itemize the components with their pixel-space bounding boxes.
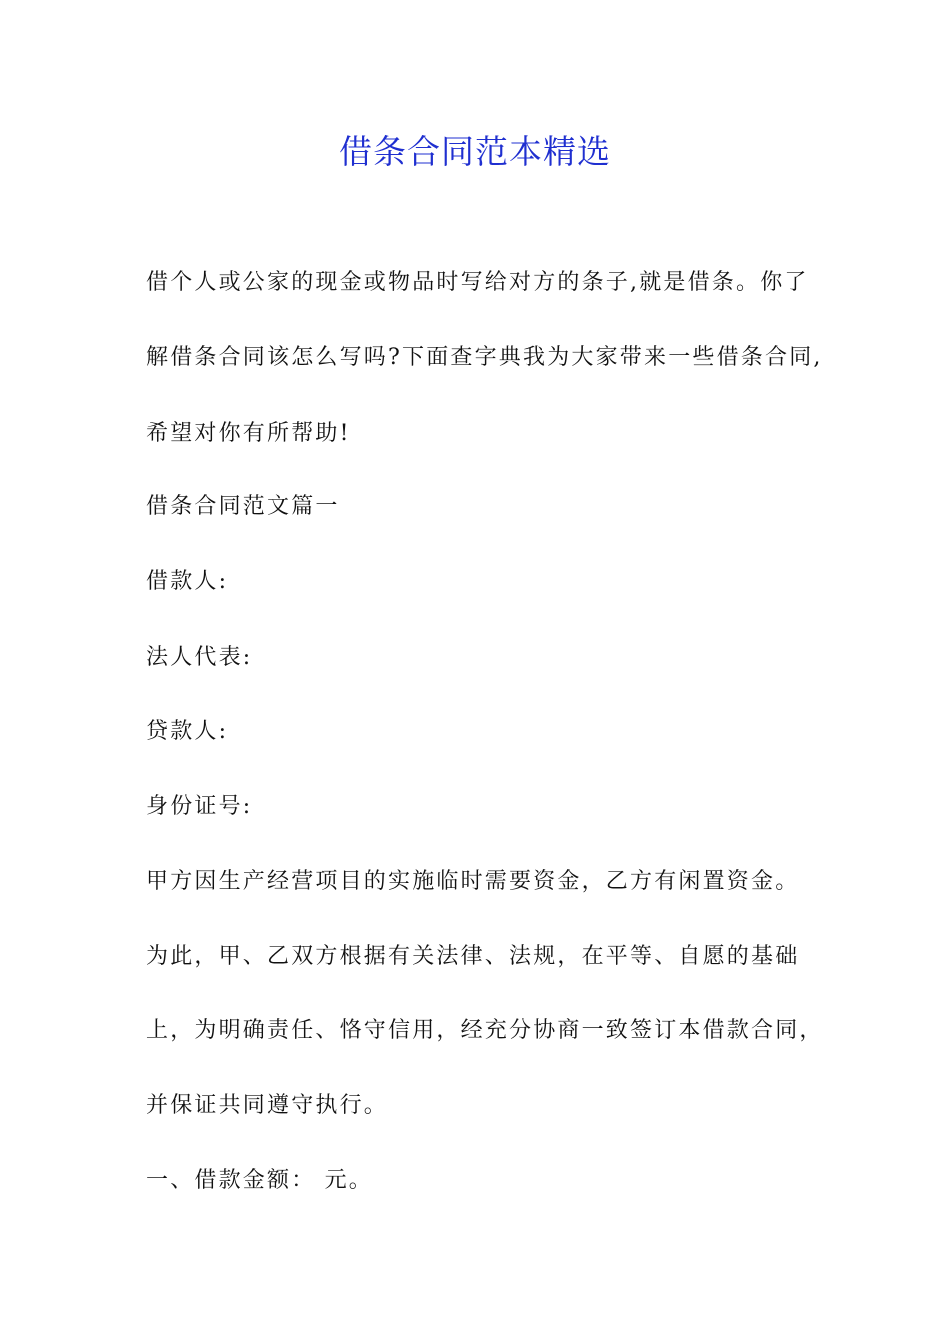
field-lender: 贷款人:: [146, 719, 229, 744]
body-line: 甲方因生产经营项目的实施临时需要资金，乙方有闲置资金。: [146, 869, 800, 894]
body-line: 为此，甲、乙双方根据有关法律、法规，在平等、自愿的基础: [146, 944, 800, 969]
clause-loan-amount: 一、借款金额： 元。: [146, 1168, 373, 1193]
section-heading: 借条合同范文篇一: [146, 494, 340, 519]
body-line: 并保证共同遵守执行。: [146, 1093, 389, 1118]
field-legal-representative: 法人代表:: [146, 645, 253, 670]
field-id-number: 身份证号:: [146, 794, 253, 819]
document-title: 借条合同范本精选: [339, 132, 611, 171]
body-line: 希望对你有所帮助!: [146, 421, 351, 446]
body-line: 解借条合同该怎么写吗?下面查字典我为大家带来一些借条合同,: [146, 345, 823, 370]
field-borrower: 借款人:: [146, 569, 229, 594]
body-line: 借个人或公家的现金或物品时写给对方的条子,就是借条。你了: [146, 270, 809, 295]
body-line: 上，为明确责任、恪守信用，经充分协商一致签订本借款合同，: [146, 1018, 824, 1043]
